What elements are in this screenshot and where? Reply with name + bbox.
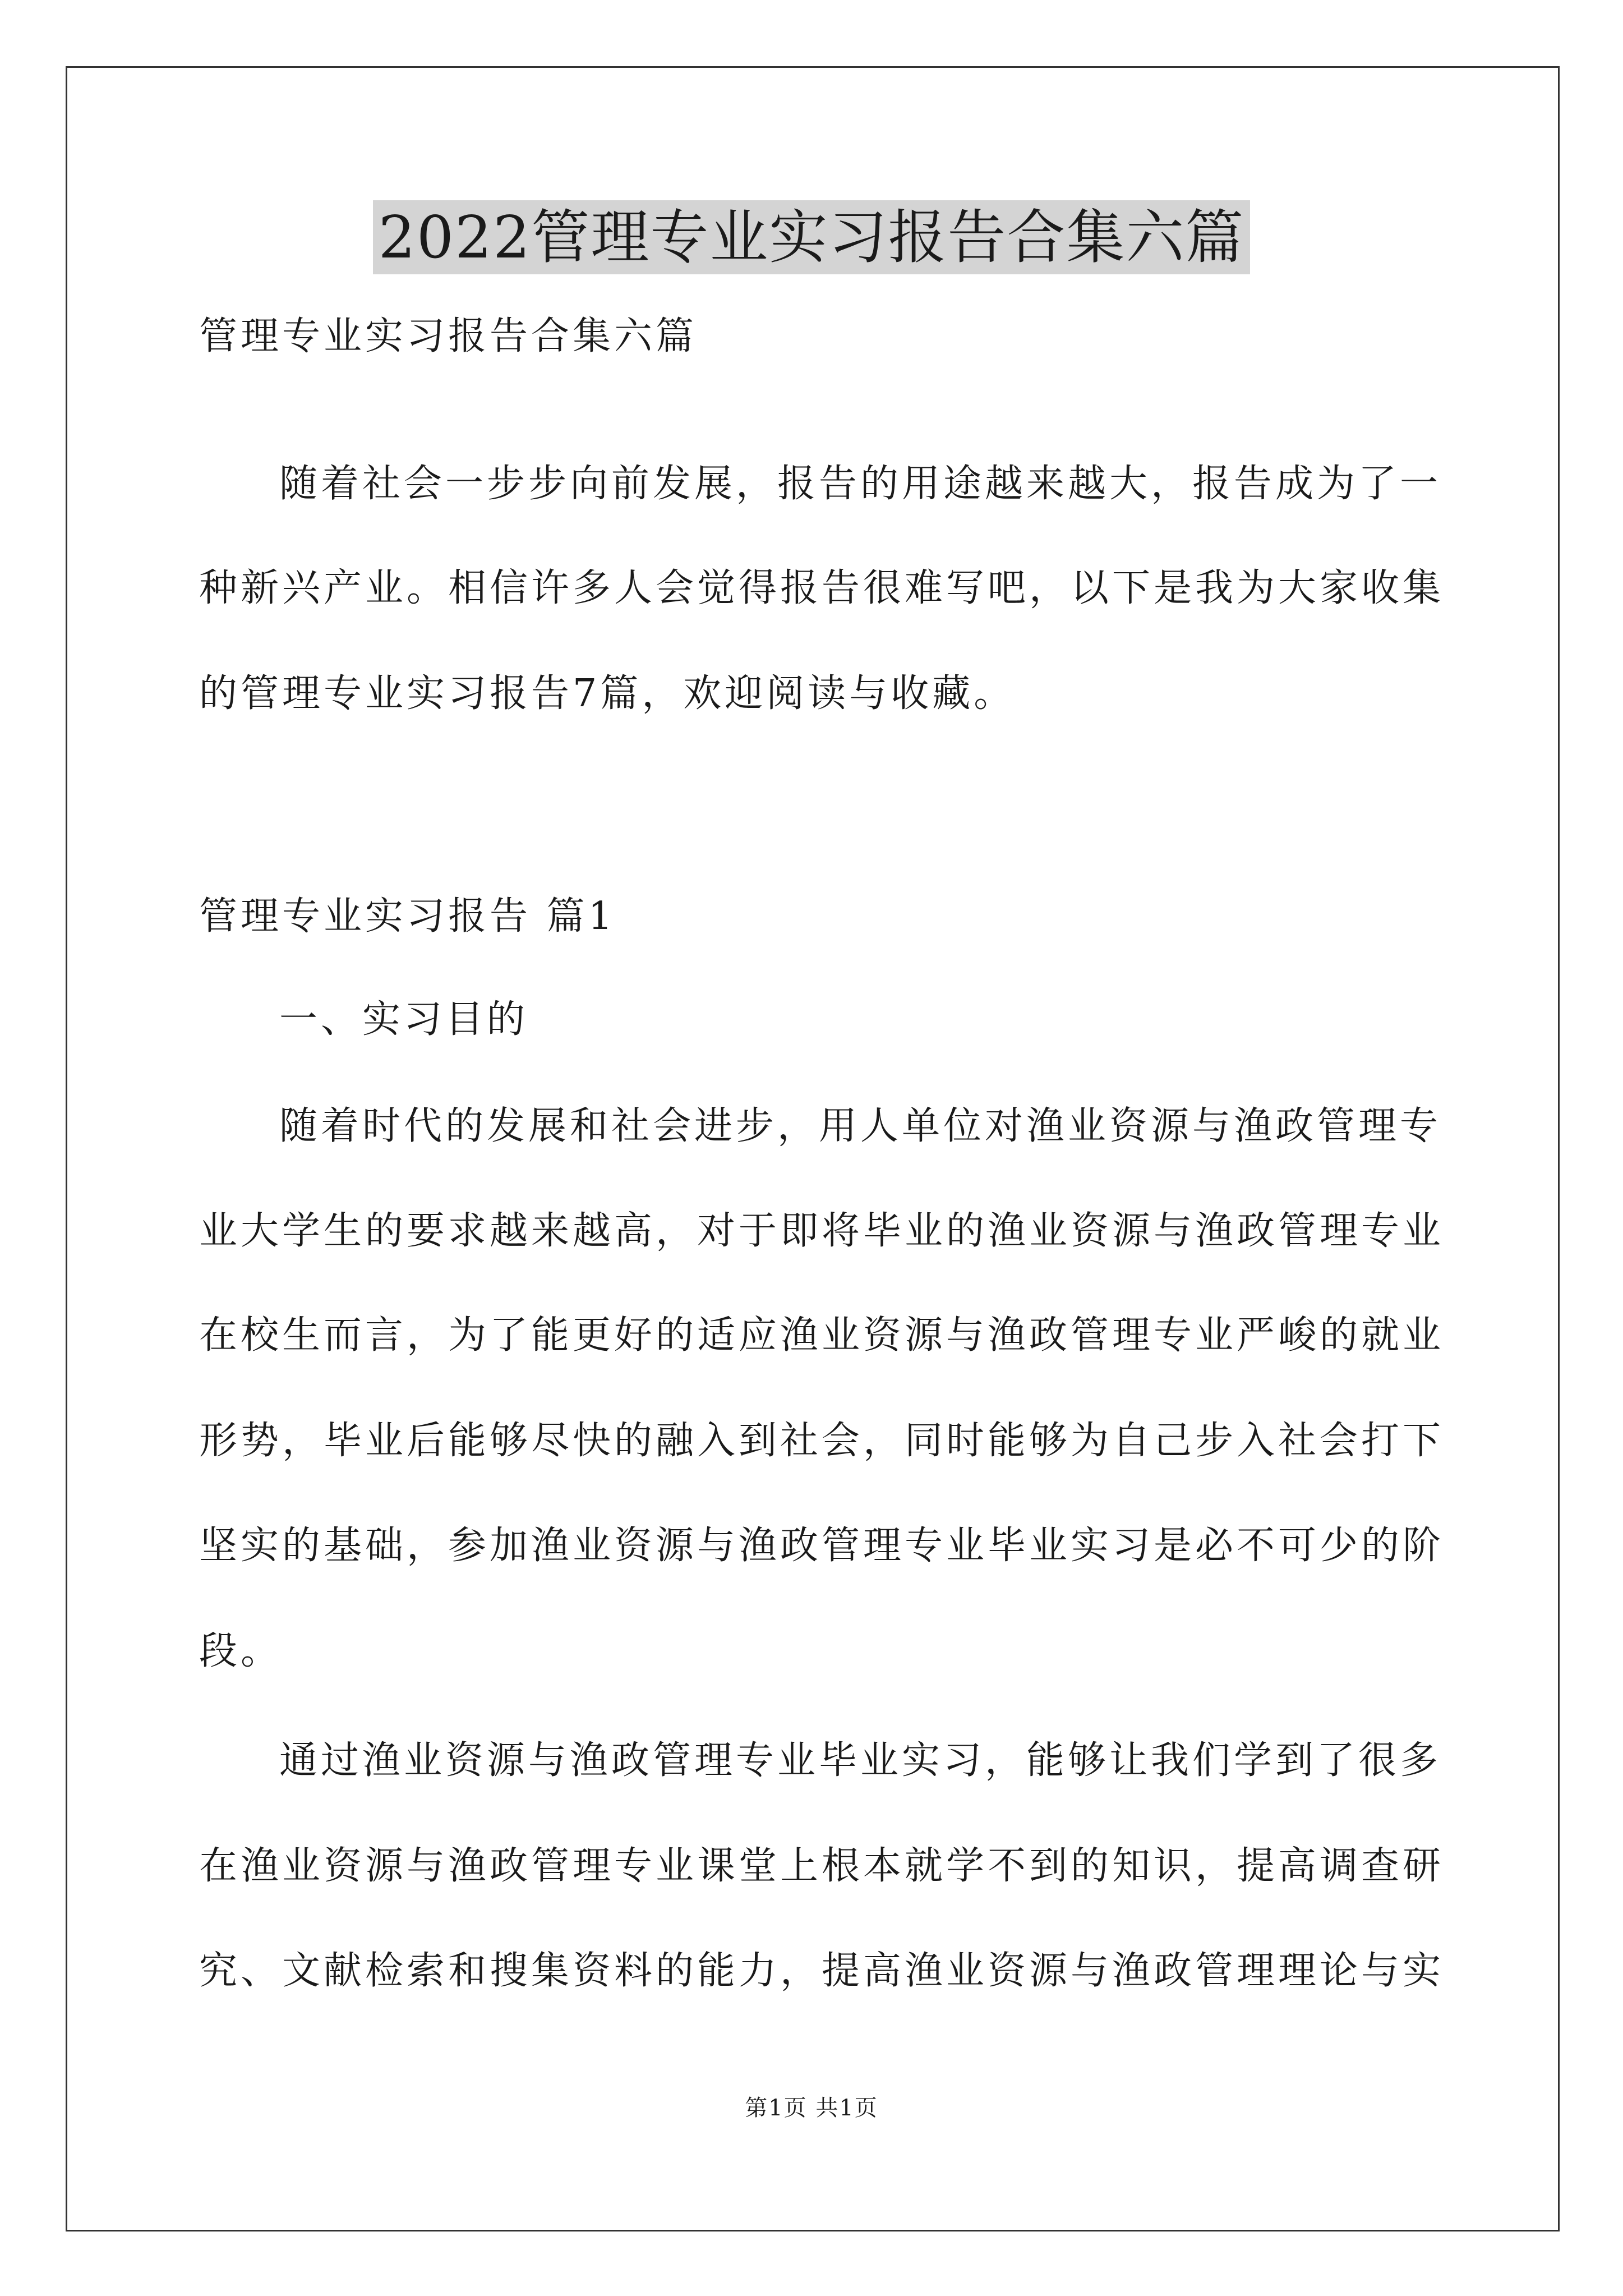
paragraph1-line-6: 段。 <box>199 1629 283 1673</box>
document-title <box>0 200 1623 274</box>
paragraph1-line-1: 随着时代的发展和社会进步，用人单位对渔业资源与渔政管理专 <box>279 1104 1442 1148</box>
document-title-text: 2022管理专业实习报告合集六篇 <box>373 200 1251 274</box>
paragraph1-line-5: 坚实的基础，参加渔业资源与渔政管理专业毕业实习是必不可少的阶 <box>199 1524 1445 1568</box>
paragraph2-line-3: 究、文献检索和搜集资料的能力，提高渔业资源与渔政管理理论与实 <box>199 1949 1445 1993</box>
paragraph1-line-3: 在校生而言，为了能更好的适应渔业资源与渔政管理专业严峻的就业 <box>199 1313 1445 1358</box>
intro-line-1: 随着社会一步步向前发展，报告的用途越来越大，报告成为了一 <box>279 462 1442 506</box>
intro-line-3: 的管理专业实习报告7篇，欢迎阅读与收藏。 <box>199 671 1016 716</box>
section-heading: 管理专业实习报告 篇1 <box>199 894 616 938</box>
sub-heading: 一、实习目的 <box>279 997 529 1042</box>
page-border <box>66 66 1560 2231</box>
intro-line-2: 种新兴产业。相信许多人会觉得报告很难写吧，以下是我为大家收集 <box>199 566 1445 610</box>
paragraph2-line-1: 通过渔业资源与渔政管理专业毕业实习，能够让我们学到了很多 <box>279 1738 1442 1783</box>
paragraph2-line-2: 在渔业资源与渔政管理专业课堂上根本就学不到的知识，提高调查研 <box>199 1844 1445 1888</box>
paragraph1-line-2: 业大学生的要求越来越高，对于即将毕业的渔业资源与渔政管理专业 <box>199 1209 1445 1253</box>
page-footer: 第1页 共1页 <box>745 2095 878 2121</box>
paragraph1-line-4: 形势，毕业后能够尽快的融入到社会，同时能够为自己步入社会打下 <box>199 1419 1445 1463</box>
document-subtitle: 管理专业实习报告合集六篇 <box>199 314 698 358</box>
